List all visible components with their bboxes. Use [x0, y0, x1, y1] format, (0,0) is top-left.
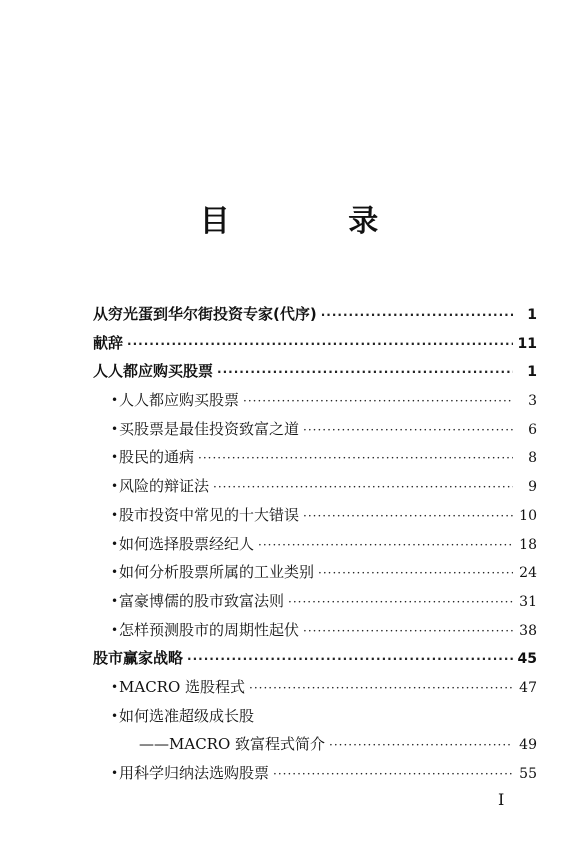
toc-page-number: 1 [527, 364, 537, 381]
leader-dots [303, 617, 513, 646]
toc-entry-label: • 怎样预测股市的周期性起伏 [119, 620, 300, 639]
toc-entry-label: • 股民的通病 [119, 448, 195, 467]
toc-page-number: 10 [519, 507, 537, 524]
toc-entry[interactable] [93, 587, 537, 616]
toc-entry[interactable] [93, 673, 537, 702]
toc-page-number: 8 [528, 450, 537, 467]
toc-entry-label: • 股市投资中常见的十大错误 [119, 505, 300, 524]
toc-page-number: 6 [528, 421, 537, 438]
leader-dots [187, 645, 513, 674]
toc-page-number: 49 [519, 737, 537, 754]
toc-entry[interactable] [93, 443, 537, 472]
leader-dots [318, 559, 513, 588]
toc-entry-label: 从穷光蛋到华尔街投资专家(代序) [93, 305, 317, 323]
toc-entry[interactable] [93, 644, 537, 673]
toc-entry[interactable] [93, 730, 537, 759]
leader-dots [243, 387, 513, 416]
toc-entry-label: • MACRO 选股程式 [119, 677, 246, 696]
toc-entry[interactable] [93, 616, 537, 645]
toc-page-number: 47 [519, 679, 537, 696]
leader-dots [329, 731, 513, 760]
toc-entry-label: 献辞 [93, 333, 124, 352]
toc-page-number: 1 [527, 307, 537, 323]
toc-page-number: 55 [519, 766, 537, 782]
toc-entry-label: • 买股票是最佳投资致富之道 [119, 419, 300, 438]
toc-entry[interactable] [93, 329, 537, 358]
leader-dots [198, 444, 513, 473]
table-of-contents [93, 300, 537, 788]
toc-page-number: 9 [528, 479, 537, 496]
toc-entry[interactable] [93, 702, 537, 731]
toc-entry[interactable] [93, 558, 537, 587]
leader-dots [321, 301, 513, 330]
leader-dots [249, 674, 513, 703]
toc-entry[interactable] [93, 386, 537, 415]
leader-dots [288, 588, 513, 617]
toc-entry-label: 股市赢家战略 [93, 649, 184, 668]
toc-entry[interactable] [93, 300, 537, 329]
leader-dots [303, 502, 513, 531]
leader-dots [127, 330, 513, 359]
toc-entry[interactable] [93, 472, 537, 501]
toc-entry[interactable] [93, 501, 537, 530]
toc-entry[interactable] [93, 415, 537, 444]
toc-page-number: 11 [517, 335, 537, 352]
page-folio: I [498, 790, 505, 809]
leader-dots [273, 760, 513, 789]
toc-page-number: 18 [519, 536, 537, 553]
toc-page-number: 31 [519, 593, 537, 610]
page-title: 目 录 [199, 204, 433, 239]
toc-page-number: 3 [528, 393, 537, 410]
toc-entry-label: • 用科学归纳法选购股票 [119, 764, 270, 782]
leader-dots [213, 473, 513, 502]
toc-entry-label: • 如何分析股票所属的工业类别 [119, 563, 315, 582]
toc-entry-label: • 人人都应购买股票 [119, 391, 240, 410]
toc-entry-label: • 富豪博儒的股市致富法则 [119, 591, 285, 610]
toc-page-number: 45 [517, 651, 537, 668]
toc-entry-label: ——MACRO 致富程式简介 [139, 735, 326, 754]
toc-entry-label: • 风险的辩证法 [119, 477, 210, 496]
leader-dots [258, 531, 513, 560]
toc-entry-label: • 如何选择股票经纪人 [119, 534, 255, 553]
toc-entry[interactable] [93, 357, 537, 386]
toc-entry[interactable] [93, 530, 537, 559]
toc-entry-label: 人人都应购买股票 [93, 362, 214, 381]
toc-entry-label: • 如何选准超级成长股 [119, 706, 255, 725]
toc-page-number: 24 [519, 565, 537, 582]
toc-page-number: 38 [519, 622, 537, 639]
leader-dots [217, 358, 513, 387]
leader-dots [303, 416, 513, 445]
toc-entry[interactable] [93, 759, 537, 788]
